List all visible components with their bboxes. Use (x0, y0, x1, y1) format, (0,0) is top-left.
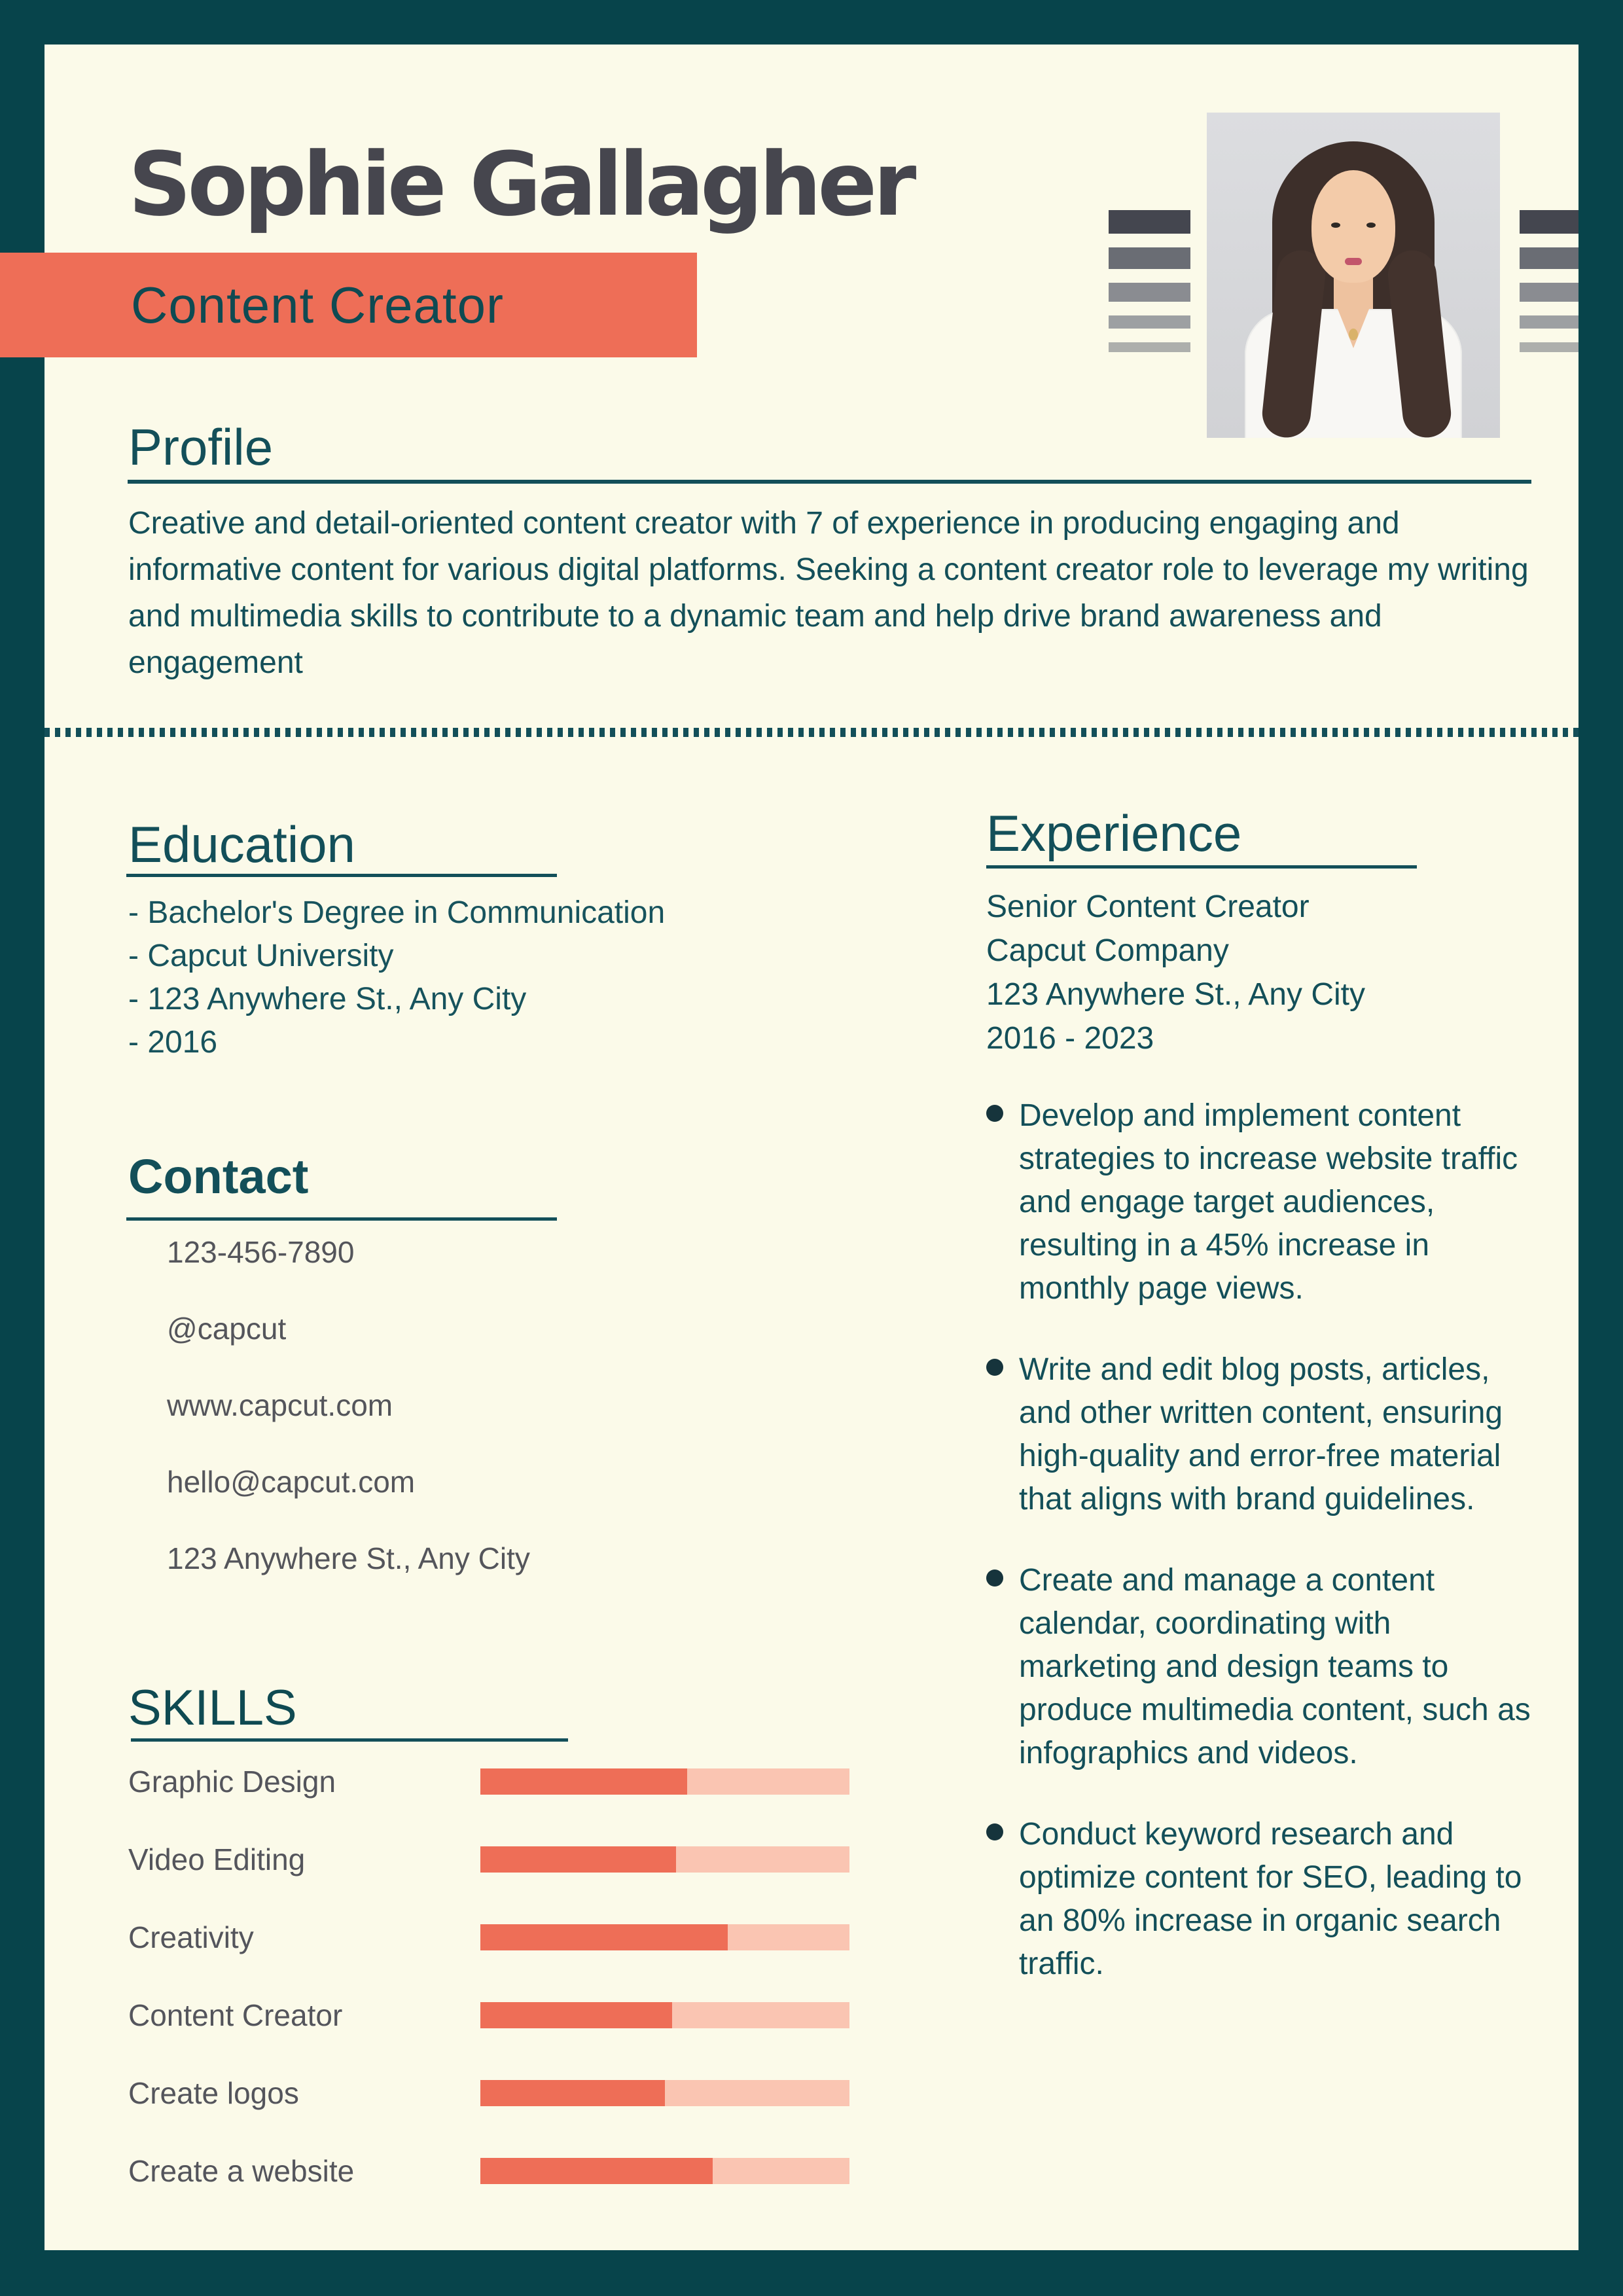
skill-row (128, 1842, 855, 1876)
skill-bar-fill (480, 1846, 676, 1873)
bullet-text: Develop and implement content strategies to increase website traffic and engage target audiences, resulting in a 45% increase in monthly page views. (1019, 1098, 1518, 1306)
education-item: - 123 Anywhere St., Any City (128, 982, 527, 1016)
skill-row (128, 1765, 855, 1799)
skill-bar-track (480, 2080, 849, 2106)
skill-bar-fill (480, 2080, 665, 2106)
skill-bar-fill (480, 2002, 672, 2028)
skill-label: Graphic Design (128, 1765, 336, 1799)
bullet-dot-icon (986, 1105, 1003, 1122)
person-name: Sophie Gallagher (128, 134, 913, 236)
contact-item: www.capcut.com (167, 1388, 393, 1422)
experience-bullet-list (986, 1094, 1562, 2024)
bullet-dot-icon (986, 1823, 1003, 1840)
job-title: Content Creator (131, 276, 504, 334)
decoration-bar (1520, 247, 1578, 269)
contact-item: hello@capcut.com (167, 1465, 416, 1499)
dotted-divider (45, 728, 1578, 737)
profile-underline (128, 480, 1531, 484)
skill-bar-track (480, 2158, 849, 2184)
education-item: - 2016 (128, 1025, 218, 1060)
education-item: - Capcut University (128, 939, 394, 973)
skill-row (128, 1920, 855, 1954)
contact-list (167, 1236, 530, 1619)
decoration-bar (1109, 210, 1190, 234)
skill-bar-fill (480, 2158, 713, 2184)
decoration-bar (1520, 283, 1578, 302)
job-period: 2016 - 2023 (986, 1021, 1154, 1056)
contact-underline (126, 1217, 557, 1221)
experience-bullet (986, 1813, 1562, 1986)
bullet-text: Write and edit blog posts, articles, and other written content, ensuring high-quality and error-free material that aligns with brand guidelines. (1019, 1352, 1503, 1516)
education-list (128, 891, 665, 1064)
skill-label: Create a website (128, 2154, 355, 2188)
bullet-dot-icon (986, 1570, 1003, 1587)
portrait-eye (1331, 223, 1340, 228)
profile-heading: Profile (128, 418, 274, 476)
contact-item: @capcut (167, 1312, 287, 1346)
experience-underline (986, 865, 1417, 869)
education-item: - Bachelor's Degree in Communication (128, 895, 666, 930)
job-block (986, 885, 1365, 1060)
job-address: 123 Anywhere St., Any City (986, 977, 1365, 1012)
skill-bar-fill (480, 1924, 728, 1950)
experience-heading: Experience (986, 804, 1242, 862)
profile-photo (1207, 113, 1500, 438)
job-company: Capcut Company (986, 933, 1229, 968)
skills-heading: SKILLS (128, 1680, 297, 1736)
skills-underline (131, 1738, 568, 1742)
decoration-bars-left (1109, 210, 1190, 366)
decoration-bar (1109, 247, 1190, 269)
bullet-text: Create and manage a content calendar, coordinating with marketing and design teams to produce multimedia content, such as infographics and videos. (1019, 1563, 1531, 1770)
title-banner (0, 253, 697, 357)
skill-label: Create logos (128, 2076, 299, 2110)
portrait-eye (1366, 223, 1376, 228)
skill-row (128, 2076, 855, 2110)
decoration-bar (1520, 342, 1578, 352)
skill-row (128, 2154, 855, 2188)
contact-heading: Contact (128, 1149, 309, 1204)
profile-text: Creative and detail-oriented content creator with 7 of experience in producing engaging and informative content for various digital platforms. Seeking a content creator role to leverage my writing and multimedia skills to contribute to a dynamic team and help drive brand awareness and engagement (128, 506, 1529, 680)
education-heading: Education (128, 816, 355, 873)
necklace-pendant (1349, 329, 1358, 340)
contact-item: 123-456-7890 (167, 1235, 355, 1269)
job-role: Senior Content Creator (986, 889, 1310, 924)
skill-bar-fill (480, 1768, 687, 1795)
portrait-face (1311, 170, 1395, 283)
experience-bullet (986, 1348, 1562, 1521)
skills-list (128, 1765, 855, 2236)
skill-label: Video Editing (128, 1842, 306, 1876)
skill-bar-track (480, 1924, 849, 1950)
skill-bar-track (480, 2002, 849, 2028)
skill-label: Creativity (128, 1920, 254, 1954)
decoration-bar (1520, 210, 1578, 234)
decoration-bar (1109, 315, 1190, 329)
bullet-dot-icon (986, 1359, 1003, 1376)
skill-label: Content Creator (128, 1998, 343, 2032)
portrait-lips (1345, 258, 1362, 265)
decoration-bar (1520, 315, 1578, 329)
bullet-text: Conduct keyword research and optimize content for SEO, leading to an 80% increase in organic search traffic. (1019, 1817, 1522, 1981)
skill-bar-track (480, 1846, 849, 1873)
decoration-bar (1109, 342, 1190, 352)
decoration-bars-right (1520, 210, 1578, 366)
skill-bar-track (480, 1768, 849, 1795)
experience-bullet (986, 1559, 1562, 1775)
decoration-bar (1109, 283, 1190, 302)
experience-bullet (986, 1094, 1562, 1310)
contact-item: 123 Anywhere St., Any City (167, 1541, 530, 1575)
education-underline (126, 874, 557, 877)
skill-row (128, 1998, 855, 2032)
